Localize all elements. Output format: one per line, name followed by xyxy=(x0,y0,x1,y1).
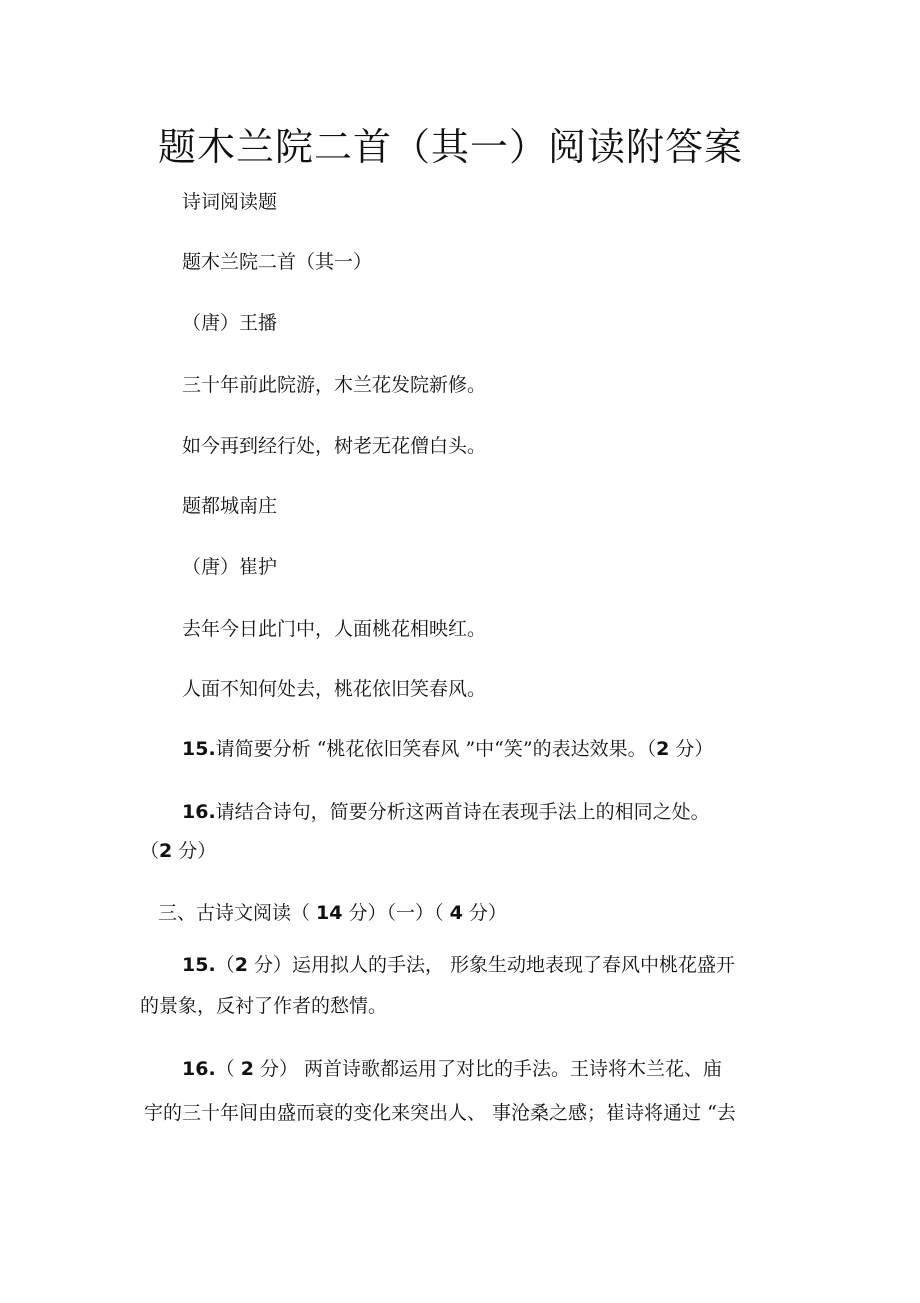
poem1-line-1: 三十年前此院游，木兰花发院新修。 xyxy=(182,374,487,396)
answer-16-text: 分） 两首诗歌都运用了对比的手法。王诗将木兰花、庙 xyxy=(253,1058,723,1080)
question-16-score-unit: 分） xyxy=(172,840,217,862)
answer-15-line-1 xyxy=(182,952,735,978)
answer-header-middle: 分）（一）（ xyxy=(342,902,450,924)
poem1-title: 题木兰院二首（其一） xyxy=(182,251,373,273)
question-16-score-open: （ xyxy=(140,840,160,862)
answer-16-open: （ xyxy=(215,1058,241,1080)
poem2-line-2: 人面不知何处去，桃花依旧笑春风。 xyxy=(182,678,487,700)
answer-16-line-2: 宇的三十年间由盛而衰的变化来突出人、 事沧桑之感；崔诗将通过 “去 xyxy=(144,1102,736,1124)
question-16 xyxy=(182,799,710,825)
question-15-text: 请简要分析 “桃花依旧笑春风 ”中“笑”的表达效果。（ xyxy=(215,738,657,760)
answer-16-line-1 xyxy=(182,1056,722,1082)
section-label: 诗词阅读题 xyxy=(182,191,278,213)
answer-header-suffix: 分） xyxy=(462,902,507,924)
answer-header xyxy=(158,900,507,926)
question-16-number: 16. xyxy=(182,801,216,823)
answer-15-text: 分）运用拟人的手法， 形象生动地表现了春风中桃花盛开 xyxy=(247,954,736,976)
document-title: 题木兰院二首（其一）阅读附答案 xyxy=(158,125,744,169)
poem2-title: 题都城南庄 xyxy=(182,495,278,517)
answer-16-score: 2 xyxy=(240,1058,254,1080)
answer-15-score: 2 xyxy=(234,954,248,976)
answer-header-part: 4 xyxy=(449,902,463,924)
answer-header-total: 14 xyxy=(316,902,343,924)
question-16-score: 2 xyxy=(159,840,173,862)
answer-15-open: （ xyxy=(215,954,235,976)
answer-15-line-2: 的景象，反衬了作者的愁情。 xyxy=(140,995,388,1017)
question-15-number: 15. xyxy=(182,738,216,760)
answer-15-number: 15. xyxy=(182,954,216,976)
poem2-line-1: 去年今日此门中，人面桃花相映红。 xyxy=(182,618,487,640)
poem1-line-2: 如今再到经行处，树老无花僧白头。 xyxy=(182,435,487,457)
answer-16-number: 16. xyxy=(182,1058,216,1080)
question-15-score-unit: 分） xyxy=(669,738,714,760)
question-15-score: 2 xyxy=(656,738,670,760)
question-16-score-line xyxy=(140,838,216,864)
question-16-text: 请结合诗句，简要分析这两首诗在表现手法上的相同之处。 xyxy=(215,801,710,823)
answer-header-prefix: 三、古诗文阅读（ xyxy=(158,902,317,924)
question-15 xyxy=(182,736,713,762)
poem2-author: （唐）崔护 xyxy=(182,556,278,578)
poem1-author: （唐）王播 xyxy=(182,312,278,334)
